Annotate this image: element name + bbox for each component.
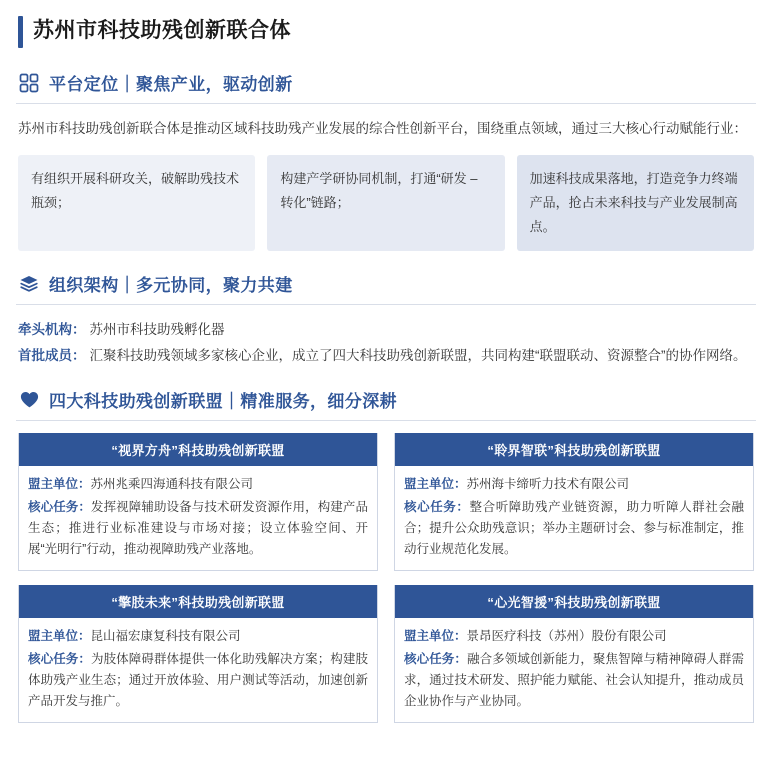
- alliance-task-label: 核心任务：: [404, 652, 467, 666]
- alliance-task-value: 为肢体障碍群体提供一体化助残解决方案；构建肢体助残产业生态；通过开放体验、用户测试等活动，加速创新产品开发与推广。: [28, 652, 368, 708]
- org-lead-label: 牵头机构：: [18, 322, 86, 337]
- alliance-card-title: “擎肢未来”科技助残创新联盟: [19, 585, 377, 618]
- page-title: [18, 16, 756, 48]
- alliance-card-title: “视界方舟”科技助残创新联盟: [19, 433, 377, 466]
- alliance-task-row: [404, 649, 744, 712]
- alliance-task-row: [28, 649, 368, 712]
- heart-icon: [18, 389, 40, 411]
- action-box-2: 构建产学研协同机制，打通“研发 – 转化”链路；: [267, 155, 504, 251]
- alliance-card-body: [395, 466, 753, 570]
- alliance-card: [394, 585, 754, 723]
- section-title-organisation: 组织架构｜多元协同，聚力共建: [49, 276, 293, 295]
- alliance-unit-label: 盟主单位：: [404, 629, 467, 643]
- org-lead-value: 苏州市科技助残孵化器: [89, 322, 225, 337]
- alliance-unit-row: [28, 474, 368, 495]
- alliance-card: [18, 433, 378, 571]
- section-heading-organisation: [18, 271, 756, 296]
- alliance-task-value: 融合多领域创新能力，聚焦智障与精神障碍人群需求，通过技术研发、照护能力赋能、社会认知提升，推动成员企业协作与产业协同。: [404, 652, 744, 708]
- section-title-alliances: 四大科技助残创新联盟｜精准服务，细分深耕: [49, 392, 397, 411]
- alliance-task-label: 核心任务：: [28, 652, 91, 666]
- alliance-task-row: [28, 497, 368, 560]
- alliance-task-value: 整合听障助残产业链资源，助力听障人群社会融合；提升公众助残意识；举办主题研讨会、参与标准制定，推动行业规范化发展。: [404, 500, 744, 556]
- title-accent-bar: [18, 16, 23, 48]
- divider-platform: [16, 103, 756, 104]
- alliance-unit-value: 昆山福宏康复科技有限公司: [90, 629, 241, 643]
- divider-alliances: [16, 420, 756, 421]
- section-title-platform: 平台定位｜聚焦产业，驱动创新: [49, 75, 293, 94]
- alliance-unit-row: [28, 626, 368, 647]
- layers-icon: [18, 273, 40, 295]
- alliance-task-label: 核心任务：: [28, 500, 91, 514]
- alliance-card-title: “心光智援”科技助残创新联盟: [395, 585, 753, 618]
- org-members-value: 汇聚科技助残领域多家核心企业，成立了四大科技助残创新联盟，共同构建“联盟联动、资源整合”的协作网络。: [89, 348, 747, 363]
- alliance-card-body: [19, 618, 377, 722]
- org-members-label: 首批成员：: [18, 348, 86, 363]
- alliance-card: [394, 433, 754, 571]
- platform-paragraph: 苏州市科技助残创新联合体是推动区域科技助残产业发展的综合性创新平台，围绕重点领域，通过三大核心行动赋能行业：: [18, 121, 747, 136]
- alliance-unit-value: 苏州兆乘四海通科技有限公司: [90, 477, 254, 491]
- alliance-task-label: 核心任务：: [404, 500, 470, 514]
- alliance-card-grid: [18, 433, 754, 723]
- divider-organisation: [16, 304, 756, 305]
- alliance-task-row: [404, 497, 744, 560]
- organisation-lines: [18, 317, 754, 369]
- main-title-text: 苏州市科技助残创新联合体: [33, 19, 291, 42]
- alliance-card-body: [19, 466, 377, 570]
- alliance-unit-label: 盟主单位：: [28, 477, 91, 491]
- alliance-card: [18, 585, 378, 723]
- alliance-unit-row: [404, 474, 744, 495]
- alliance-task-value: 发挥视障辅助设备与技术研发资源作用，构建产品生态；推进行业标准建设与市场对接；设立体验空间、开展“光明行”行动，推动视障助残产业落地。: [28, 500, 368, 556]
- alliance-unit-row: [404, 626, 744, 647]
- action-box-3: 加速科技成果落地，打造竞争力终端产品，抢占未来科技与产业发展制高点。: [517, 155, 754, 251]
- alliance-unit-label: 盟主单位：: [28, 629, 91, 643]
- org-line-lead: [18, 317, 754, 343]
- grid-squares-icon: [18, 72, 40, 94]
- platform-action-boxes: [18, 155, 754, 251]
- section-heading-alliances: [18, 387, 756, 412]
- alliance-card-body: [395, 618, 753, 722]
- alliance-unit-label: 盟主单位：: [404, 477, 467, 491]
- alliance-unit-value: 景昂医疗科技（苏州）股份有限公司: [466, 629, 667, 643]
- section-heading-platform: [18, 70, 756, 95]
- alliance-card-title: “聆界智联”科技助残创新联盟: [395, 433, 753, 466]
- action-box-1: 有组织开展科研攻关，破解助残技术瓶颈；: [18, 155, 255, 251]
- org-line-members: [18, 343, 754, 369]
- alliance-unit-value: 苏州海卡缔听力技术有限公司: [466, 477, 630, 491]
